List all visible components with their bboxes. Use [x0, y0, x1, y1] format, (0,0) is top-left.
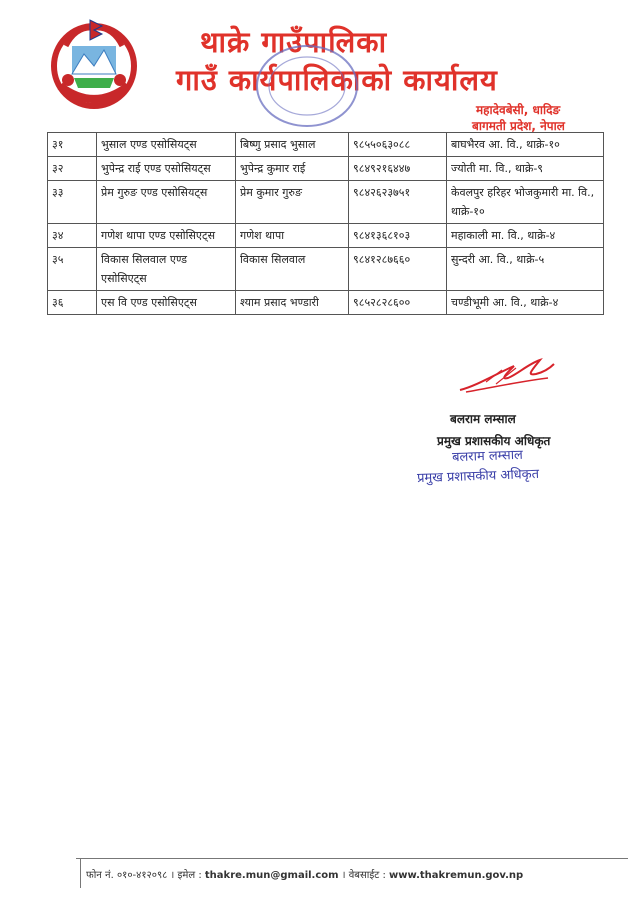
municipality-emblem-icon: [46, 16, 142, 112]
footer-website-label: । वेबसाईट :: [338, 870, 390, 881]
firm-cell: प्रेम गुरुङ एण्ड एसोसियट्स: [97, 181, 236, 224]
firm-cell: गणेश थापा एण्ड एसोसिएट्स: [97, 224, 236, 248]
owner-cell: प्रेम कुमार गुरुङ: [236, 181, 349, 224]
firm-cell: विकास सिलवाल एण्ड एसोसिएट्स: [97, 248, 236, 291]
footer-divider: [76, 858, 628, 859]
phone-cell: ९८५२८२८६००: [349, 291, 447, 315]
footer-phone-label: फोन नं.: [86, 870, 117, 881]
phone-cell: ९८४१३६८१०३: [349, 224, 447, 248]
serial-cell: ३४: [48, 224, 97, 248]
school-cell: ज्योती मा. वि., थाक्रे-९: [447, 157, 604, 181]
office-seal-icon: [252, 40, 362, 132]
table-row: [48, 157, 604, 181]
phone-cell: ९८४९२१६४४७: [349, 157, 447, 181]
table-row: [48, 248, 604, 291]
table-row: [48, 133, 604, 157]
officer-name: बलराम लम्साल: [450, 412, 516, 426]
owner-cell: भुपेन्द्र कुमार राई: [236, 157, 349, 181]
owner-cell: गणेश थापा: [236, 224, 349, 248]
table-row: [48, 291, 604, 315]
footer-website[interactable]: www.thakremun.gov.np: [389, 870, 524, 881]
serial-cell: ३१: [48, 133, 97, 157]
office-title-line2: गाउँ कार्यपालिकाको कार्यालय: [176, 63, 498, 97]
footer-email-label: । इमेल :: [167, 870, 205, 881]
footer-divider-vertical: [80, 858, 81, 888]
owner-cell: बिष्णु प्रसाद भुसाल: [236, 133, 349, 157]
address-line2: बागमती प्रदेश, नेपाल: [472, 119, 565, 133]
stamp-officer-name: बलराम लम्साल: [451, 447, 524, 466]
officer-title: प्रमुख प्रशासकीय अधिकृत: [437, 434, 551, 448]
consultant-table: [47, 132, 604, 315]
school-cell: चण्डीभूमी आ. वि., थाक्रे-४: [447, 291, 604, 315]
table-row: [48, 181, 604, 224]
firm-cell: भुपेन्द्र राई एण्ड एसोसियट्स: [97, 157, 236, 181]
footer-phone: ०१०-४१२०९८: [116, 870, 168, 881]
stamp-officer-title: प्रमुख प्रशासकीय अधिकृत: [416, 466, 540, 487]
office-title-line1: थाक्रे गाउँपालिका: [200, 25, 388, 59]
footer-email[interactable]: thakre.mun@gmail.com: [204, 870, 339, 881]
firm-cell: भुसाल एण्ड एसोसियट्स: [97, 133, 236, 157]
signature-icon: [456, 352, 556, 396]
owner-cell: श्याम प्रसाद भण्डारी: [236, 291, 349, 315]
firm-cell: एस वि एण्ड एसोसिएट्स: [97, 291, 236, 315]
serial-cell: ३२: [48, 157, 97, 181]
phone-cell: ९८४२६२३७५१: [349, 181, 447, 224]
owner-cell: विकास सिलवाल: [236, 248, 349, 291]
serial-cell: ३६: [48, 291, 97, 315]
footer-contact: [86, 867, 523, 881]
school-cell: केवलपुर हरिहर भोजकुमारी मा. वि., थाक्रे-१०: [447, 181, 604, 224]
table-row: [48, 224, 604, 248]
school-cell: बाघभैरव आ. वि., थाक्रे-१०: [447, 133, 604, 157]
school-cell: महाकाली मा. वि., थाक्रे-४: [447, 224, 604, 248]
address-line1: महादेवबेसी, धादिङ: [476, 103, 561, 117]
phone-cell: ९८५५०६३०८८: [349, 133, 447, 157]
phone-cell: ९८४१२८७६६०: [349, 248, 447, 291]
serial-cell: ३३: [48, 181, 97, 224]
serial-cell: ३५: [48, 248, 97, 291]
school-cell: सुन्दरी आ. वि., थाक्रे-५: [447, 248, 604, 291]
